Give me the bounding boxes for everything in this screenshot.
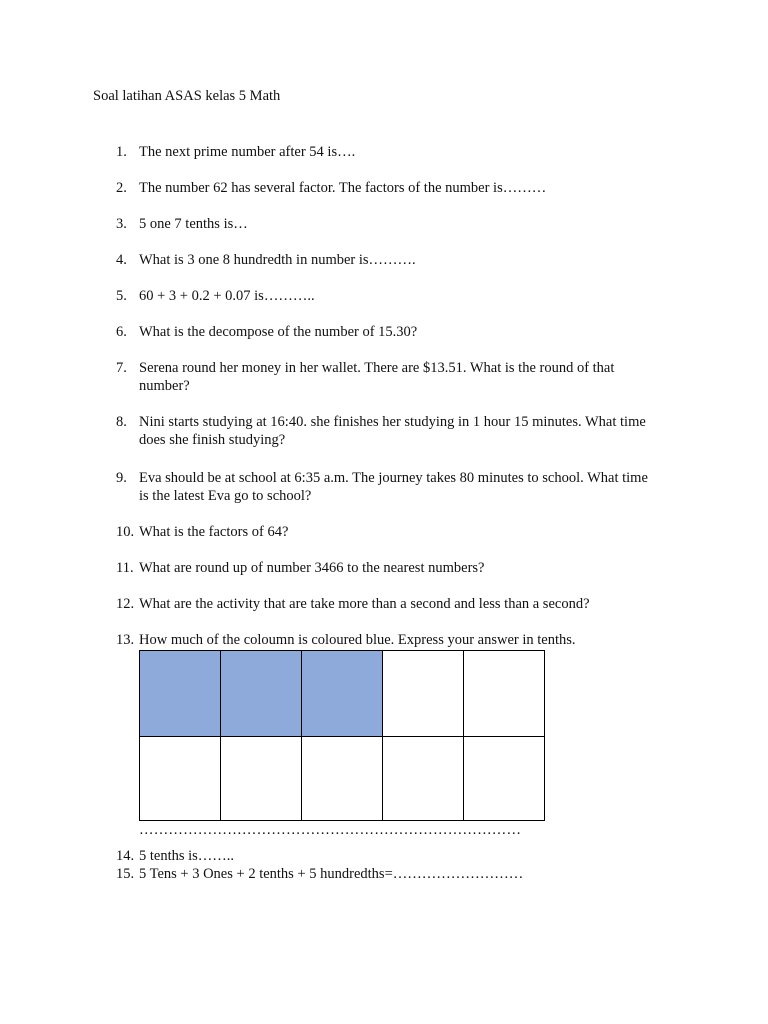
grid-cell [464,651,545,737]
grid-row [140,737,545,821]
question-number: 12. [116,596,135,612]
grid-cell [221,737,302,821]
worksheet-title: Soal latihan ASAS kelas 5 Math [93,88,281,104]
question-12 [116,595,656,613]
question-text: What is the decompose of the number of 15.30? [139,324,418,340]
question-6 [116,323,656,341]
question-13 [116,631,656,649]
question-number: 5. [116,288,127,304]
grid-cell [383,651,464,737]
question-5 [116,287,656,305]
question-number: 13. [116,632,135,648]
question-text: Serena round her money in her wallet. There are $13.51. What is the round of that number? [139,360,615,394]
question-7 [116,359,656,395]
grid-cell-shaded [302,651,383,737]
question-text: 5 Tens + 3 Ones + 2 tenths + 5 hundredths=……………………… [139,866,524,882]
answer-line: …………………………………………………………………… [139,822,522,838]
question-9 [116,469,656,505]
grid-cell-shaded [140,651,221,737]
question-number: 8. [116,414,127,430]
grid-cell [464,737,545,821]
question-8 [116,413,656,449]
question-4 [116,251,656,269]
question-1 [116,143,656,161]
question-text: What is 3 one 8 hundredth in number is………. [139,252,416,268]
question-number: 2. [116,180,127,196]
question-text: What are the activity that are take more than a second and less than a second? [139,596,590,612]
question-text: What are round up of number 3466 to the nearest numbers? [139,560,485,576]
question-text: 5 tenths is…….. [139,848,235,864]
question-number: 4. [116,252,127,268]
grid-cell [383,737,464,821]
question-10 [116,523,656,541]
question-text: 5 one 7 tenths is… [139,216,248,232]
grid-cell-shaded [221,651,302,737]
question-number: 14. [116,848,135,864]
question-text: Eva should be at school at 6:35 a.m. The journey takes 80 minutes to school. What time is the latest Eva go to school? [139,470,648,504]
question-number: 6. [116,324,127,340]
question-text: 60 + 3 + 0.2 + 0.07 is……….. [139,288,315,304]
question-number: 7. [116,360,127,376]
question-number: 11. [116,560,134,576]
question-15 [116,865,656,883]
question-text: The number 62 has several factor. The factors of the number is……… [139,180,547,196]
grid-cell [140,737,221,821]
question-text: Nini starts studying at 16:40. she finishes her studying in 1 hour 15 minutes. What time does she finish studying? [139,414,646,448]
question-text: How much of the coloumn is coloured blue. Express your answer in tenths. [139,632,576,648]
question-11 [116,559,656,577]
grid-cell [302,737,383,821]
question-number: 9. [116,470,127,486]
question-2 [116,179,656,197]
question-number: 15. [116,866,135,882]
grid-row [140,651,545,737]
fraction-grid [139,650,545,821]
question-14 [116,847,656,865]
question-number: 10. [116,524,135,540]
question-number: 1. [116,144,127,160]
question-text: What is the factors of 64? [139,524,289,540]
question-3 [116,215,656,233]
question-text: The next prime number after 54 is…. [139,144,356,160]
question-number: 3. [116,216,127,232]
